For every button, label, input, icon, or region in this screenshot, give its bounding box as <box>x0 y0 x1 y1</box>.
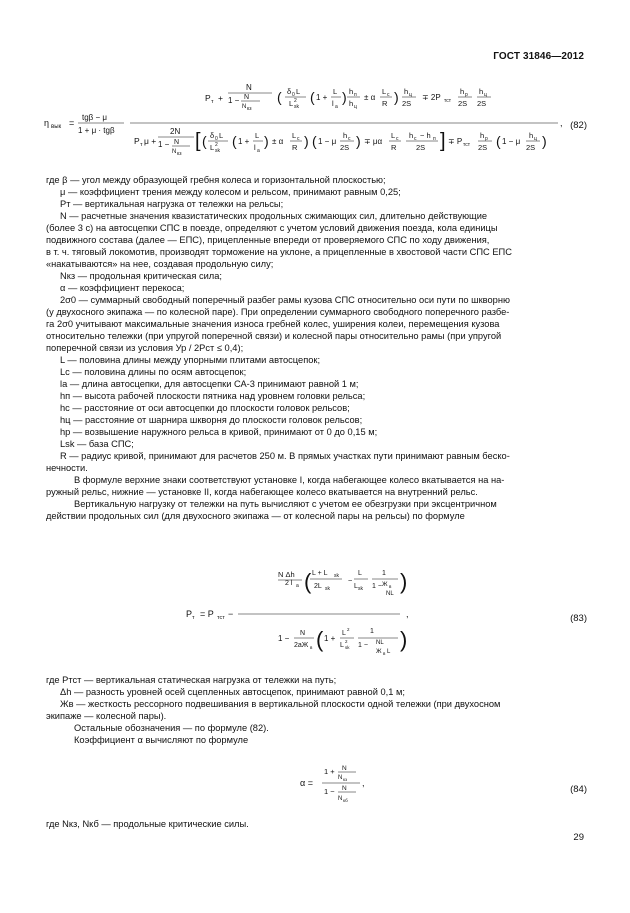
svg-text:P: P <box>186 609 193 619</box>
text-line: подвижного состава (далее — ЕПС), прицепленные впереди от проверяемого СПС по ходу движения, <box>46 235 490 245</box>
svg-text:h: h <box>480 131 485 140</box>
svg-text:± α: ± α <box>364 93 376 102</box>
svg-text:L: L <box>340 642 344 649</box>
svg-text:с: с <box>387 92 390 98</box>
svg-text:tgβ − μ: tgβ − μ <box>82 113 107 122</box>
svg-text:sk: sk <box>325 586 330 592</box>
svg-text:L: L <box>387 649 391 655</box>
svg-text:2S: 2S <box>416 143 426 152</box>
symbol-definitions-3 <box>46 818 584 830</box>
svg-text:): ) <box>394 89 399 105</box>
svg-text:= P: = P <box>200 609 214 619</box>
svg-text:R: R <box>382 99 388 108</box>
formula-84 <box>42 760 587 810</box>
svg-text:N: N <box>174 139 180 146</box>
svg-text:(: ( <box>202 133 207 149</box>
standard-header: ГОСТ 31846—2012 <box>493 51 584 62</box>
svg-text:(: ( <box>277 89 282 105</box>
text-line: поперечной связи из условия Ур / 2Рст ≤ 0,4); <box>46 343 244 353</box>
svg-text:): ) <box>400 627 408 652</box>
text-line: μ — коэффициент трения между колесом и рельсом, принимают равным 0,25; <box>60 187 401 197</box>
svg-text:1 −: 1 − <box>228 96 240 105</box>
text-line: N — расчетные значения квазистатических продольных сжимающих сил, длительно действующие <box>60 211 488 221</box>
text-line: (более 3 с) на автосцепки СПС в поезде, определяют с учетом условий движения поезда, кола единицы <box>46 223 498 233</box>
svg-text:ц: ц <box>534 136 537 142</box>
svg-text:N: N <box>300 630 306 637</box>
svg-text:N: N <box>342 765 347 772</box>
text-line: в т. ч. тяговый локомотив, производят торможение на уклоне, а прицепленные в хвостовой части СПС ЕПС <box>46 247 512 257</box>
text-line: R — радиус кривой, принимают для расчетов 250 м. В прямых участках пути принимают равным беско- <box>60 451 510 461</box>
svg-text:2: 2 <box>347 627 350 632</box>
svg-text:(: ( <box>316 627 324 652</box>
svg-text:1 − μ: 1 − μ <box>502 137 521 146</box>
text-line: Жв — жесткость рессорного подвешивания в вертикальной плоскости одной тележки (при двухосном <box>60 699 501 709</box>
formula-84-expression <box>42 760 587 810</box>
svg-text:(: ( <box>232 133 237 149</box>
svg-text:тст: тст <box>444 98 452 104</box>
svg-text:2: 2 <box>345 639 348 644</box>
svg-text:L + L: L + L <box>312 570 328 577</box>
svg-text:,: , <box>406 609 409 619</box>
text-line: Lс — половина длины по осям автосцепок; <box>60 367 247 377</box>
svg-text:h: h <box>529 131 534 140</box>
page-number: 29 <box>573 832 584 843</box>
svg-text:sk: sk <box>358 586 363 592</box>
svg-text:а: а <box>257 148 260 154</box>
svg-text:]: ] <box>440 130 446 152</box>
svg-text:Ж: Ж <box>376 649 382 655</box>
text-line: Вертикальную нагрузку от тележки на путь вычисляют с учетом ее обезгрузки при эксцентричном <box>74 499 497 509</box>
svg-text:с: с <box>396 136 399 142</box>
text-line: L — половина длины между упорными плитами автосцепок; <box>60 355 321 365</box>
equation-number-82: (82) <box>570 120 587 131</box>
symbol-definitions-2 <box>46 674 584 746</box>
svg-text:с: с <box>348 136 351 142</box>
svg-text:кз: кз <box>177 151 182 157</box>
svg-text:2L: 2L <box>314 583 322 590</box>
svg-text:кз: кз <box>247 106 252 112</box>
text-line: hп — высота рабочей плоскости пятника над уровнем головки рельса; <box>60 391 366 401</box>
text-line: где β — угол между образующей гребня колеса и горизонтальной плоскостью; <box>46 175 386 185</box>
text-line: Lsk — база СПС; <box>60 439 134 449</box>
svg-text:−: − <box>348 576 353 585</box>
svg-text:1 +: 1 + <box>238 137 250 146</box>
svg-text:N Δh: N Δh <box>278 570 295 579</box>
svg-text:в: в <box>383 651 386 656</box>
svg-text:2S: 2S <box>477 99 487 108</box>
symbol-definitions <box>46 174 584 522</box>
text-line: α — коэффициент перекоса; <box>60 283 185 293</box>
svg-text:0: 0 <box>215 136 218 142</box>
svg-text:L: L <box>219 131 224 140</box>
formula-82 <box>42 80 587 162</box>
svg-text:R: R <box>391 143 397 152</box>
svg-text:в: в <box>310 645 313 650</box>
svg-text:2: 2 <box>294 98 297 104</box>
svg-text:h: h <box>479 87 484 96</box>
svg-text:L: L <box>354 583 358 590</box>
svg-text:L: L <box>210 143 215 152</box>
svg-text:δ: δ <box>210 131 215 140</box>
svg-text:с: с <box>414 136 417 142</box>
svg-text:P: P <box>134 136 140 146</box>
text-line: Δh — разность уровней осей сцепленных автосцепок, принимают равной 0,1 м; <box>60 687 405 697</box>
svg-text:1 − μ: 1 − μ <box>318 137 337 146</box>
text-line: где Nкз, Nкб — продольные критические силы. <box>46 819 249 829</box>
svg-text:1 +: 1 + <box>316 93 328 102</box>
text-line: Pт — вертикальная нагрузка от тележки на рельсы; <box>60 199 284 209</box>
text-line: В формуле верхние знаки соответствуют установке I, когда набегающее колесо вкатывается на на- <box>74 475 505 485</box>
svg-text:1: 1 <box>382 570 386 577</box>
text-line: Остальные обозначения — по формуле (82). <box>74 723 269 733</box>
svg-text:sk: sk <box>334 573 339 579</box>
svg-text:р: р <box>465 92 468 98</box>
svg-text:): ) <box>400 569 408 594</box>
formula-82-expression <box>42 80 587 162</box>
svg-text:2: 2 <box>215 142 218 148</box>
svg-text:п: п <box>354 92 357 98</box>
svg-text:2N: 2N <box>170 127 181 136</box>
svg-text:1 −: 1 − <box>358 642 368 649</box>
svg-text:а: а <box>296 583 299 589</box>
svg-text:0: 0 <box>292 92 295 98</box>
svg-text:ц: ц <box>484 92 487 98</box>
svg-text:(: ( <box>312 133 317 149</box>
svg-text:N: N <box>342 785 347 792</box>
text-line: hр — возвышение наружного рельса в кривой, принимают от 0 до 0,15 м; <box>60 427 378 437</box>
svg-text:р: р <box>485 136 488 142</box>
svg-text:h: h <box>343 131 348 140</box>
svg-text:h: h <box>404 87 409 96</box>
svg-text:вык: вык <box>51 124 62 130</box>
svg-text:R: R <box>292 143 298 152</box>
svg-text:ц: ц <box>409 92 412 98</box>
equation-number-84: (84) <box>570 784 587 795</box>
svg-text:h: h <box>460 87 465 96</box>
text-line: относительно тележки (при упругой поперечной связи) и колесной пары относительно рамы (при упругой <box>46 331 502 341</box>
svg-text:L: L <box>382 87 387 96</box>
svg-text:): ) <box>356 133 361 149</box>
text-line: lа — длина автосцепки, для автосцепки СА-3 принимают равной 1 м; <box>60 379 359 389</box>
svg-text:): ) <box>264 133 269 149</box>
svg-text:N: N <box>172 149 177 155</box>
svg-text:α =: α = <box>300 778 313 788</box>
svg-text:h: h <box>409 131 414 140</box>
svg-text:,: , <box>362 778 365 788</box>
text-line: экипаже — колесной пары). <box>46 711 167 721</box>
text-line: Nкз — продольная критическая сила; <box>60 271 222 281</box>
text-line: ружный рельс, нижние — установке II, когда набегающее колесо вкатывается на внутренний рельс. <box>46 487 478 497</box>
svg-text:N: N <box>338 775 343 781</box>
svg-text:кз: кз <box>343 777 348 782</box>
svg-text:в: в <box>389 584 392 589</box>
svg-text:− h: − h <box>420 131 431 140</box>
svg-text:1 + μ · tgβ: 1 + μ · tgβ <box>78 126 115 135</box>
svg-text:N: N <box>246 83 252 92</box>
svg-text:+: + <box>218 93 223 103</box>
svg-text:2S: 2S <box>340 143 350 152</box>
svg-text:2 l: 2 l <box>285 580 293 587</box>
svg-text:1 −: 1 − <box>278 634 290 643</box>
svg-text:а: а <box>335 104 338 110</box>
text-line: hц — расстояние от шарнира шкворня до плоскости головок рельсов; <box>60 415 363 425</box>
svg-text:т: т <box>211 99 214 105</box>
formula-83 <box>42 565 587 665</box>
svg-text:(: ( <box>310 89 315 105</box>
svg-text:−: − <box>228 609 234 619</box>
svg-text:2S: 2S <box>402 99 412 108</box>
svg-text:1 −: 1 − <box>324 787 335 796</box>
text-line: Коэффициент α вычисляют по формуле <box>74 735 249 745</box>
svg-text:1: 1 <box>370 628 374 635</box>
svg-text:): ) <box>304 133 309 149</box>
svg-text:± α: ± α <box>272 137 284 146</box>
text-line: нечности. <box>46 463 88 473</box>
svg-text:μ +: μ + <box>144 136 157 146</box>
svg-text:2S: 2S <box>478 143 488 152</box>
text-line: га 2σ0 учитывают максимальные значения износа гребней колес, уширения колеи, перемещения кузова <box>46 319 500 329</box>
text-line: «накатываются» на нее, создавая продольную силу; <box>46 259 274 269</box>
svg-text:∓ P: ∓ P <box>448 137 463 146</box>
svg-text:с: с <box>297 136 300 142</box>
svg-text:N: N <box>338 796 343 802</box>
svg-text:L: L <box>333 87 338 96</box>
svg-text:2aЖ: 2aЖ <box>294 642 309 649</box>
svg-text:L: L <box>296 87 301 96</box>
svg-text:L: L <box>292 131 297 140</box>
svg-text:l: l <box>332 99 334 108</box>
svg-text:l: l <box>254 143 256 152</box>
svg-text:2S: 2S <box>458 99 468 108</box>
svg-text:1 +: 1 + <box>324 767 335 776</box>
svg-text:L: L <box>342 630 346 637</box>
svg-text:NL: NL <box>386 591 394 597</box>
text-line: hс — расстояние от оси автосцепки до плоскости головок рельсов; <box>60 403 350 413</box>
svg-text:N: N <box>244 94 250 101</box>
svg-text:1 −: 1 − <box>372 583 382 590</box>
svg-text:L: L <box>358 570 362 577</box>
svg-text:N: N <box>242 104 247 110</box>
svg-text:∓ 2P: ∓ 2P <box>422 93 441 102</box>
equation-number-83: (83) <box>570 613 587 624</box>
svg-text:sk: sk <box>215 148 220 154</box>
svg-text:h: h <box>349 99 354 108</box>
formula-83-expression <box>42 565 587 665</box>
svg-text:2S: 2S <box>526 143 536 152</box>
svg-text:L: L <box>255 131 260 140</box>
svg-text:п: п <box>433 136 436 142</box>
svg-text:1 −: 1 − <box>158 140 170 149</box>
svg-text:L: L <box>391 131 396 140</box>
svg-text:тст: тст <box>463 142 471 148</box>
svg-text:sk: sk <box>345 645 350 650</box>
svg-text:): ) <box>542 133 547 149</box>
text-line: действии продольных сил (для двухосного экипажа — от колесной пары на рельсы) по формуле <box>46 511 465 521</box>
svg-text:(: ( <box>496 133 501 149</box>
text-line: 2σ0 — суммарный свободный поперечный разбег рамы кузова СПС относительно оси пути по шкворню <box>60 295 510 305</box>
svg-text:): ) <box>342 89 347 105</box>
svg-text:кб: кб <box>343 798 348 803</box>
svg-text:тст: тст <box>217 615 225 621</box>
svg-text:=: = <box>69 118 75 128</box>
svg-text:1 +: 1 + <box>324 634 336 643</box>
svg-text:sk: sk <box>294 104 299 110</box>
svg-text:(: ( <box>304 569 312 594</box>
svg-text:[: [ <box>195 130 201 152</box>
svg-text:т: т <box>192 615 195 621</box>
svg-text:NL: NL <box>376 640 384 646</box>
svg-text:∓ μα: ∓ μα <box>364 137 383 146</box>
svg-text:,: , <box>560 118 563 128</box>
svg-text:Ж: Ж <box>382 582 388 588</box>
svg-text:ц: ц <box>354 104 357 110</box>
svg-text:т: т <box>140 142 143 148</box>
svg-text:δ: δ <box>287 87 292 96</box>
text-line: где Pтст — вертикальная статическая нагрузка от тележки на путь; <box>46 675 337 685</box>
svg-text:η: η <box>44 118 50 128</box>
svg-text:h: h <box>349 87 354 96</box>
svg-text:P: P <box>205 93 211 103</box>
text-line: (у двухосного экипажа — по колесной паре). При определении суммарного свободного поперечного разбе- <box>46 307 510 317</box>
svg-text:L: L <box>289 99 294 108</box>
